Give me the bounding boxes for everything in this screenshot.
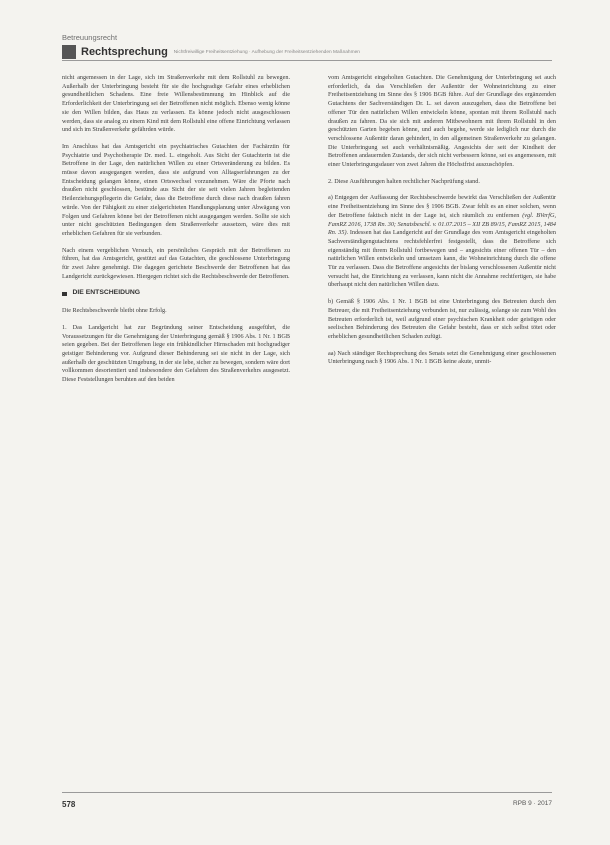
section-heading: [62, 289, 290, 298]
footer-divider: [62, 792, 552, 793]
page-header: [62, 44, 552, 61]
journal-reference: RPB 9 · 2017: [512, 800, 552, 807]
header-subtitle: Nichtfreiwillige Freiheitsentziehung · Aufhebung der Freiheitsentziehenden Maßnahmen: [173, 49, 360, 55]
section-marker-square: [62, 45, 76, 59]
section-heading-text: DIE ENTSCHEIDUNG: [72, 289, 141, 297]
paragraph: b) Gemäß § 1906 Abs. 1 Nr. 1 BGB ist eine Unterbringung des Betreuten durch den Betreuer, die mit Freiheitsentziehung verbunden ist, nur zulässig, solange sie zum Wohl des Betreuten erforderlich ist, weil aufgrund einer psychischen Krankheit oder geistigen oder seelischen Behinderung des Betreuten die Gefahr besteht, dass er sich selbst tötet oder erheblichen gesundheitlichen Schaden zufügt.: [328, 298, 556, 340]
paragraph: Nach einem vergeblichen Versuch, ein persönliches Gespräch mit der Betroffenen zu führen, hat das Amtsgericht, gestützt auf das Gutachten, die geschlossene Unterbringung für zwei Jahre genehmigt. Die dagegen gerichtete Beschwerde der Betroffenen hat das Landgericht zurückgewiesen. Hiergegen richtet sich die Rechtsbeschwerde der Betroffenen.: [62, 246, 290, 280]
left-column: [62, 74, 290, 393]
citation: (vgl. BVerfG, FamRZ 2016, 1738 Rn. 30; Senatsbeschl. v. 01.07.2015 – XII ZB 89/15, FamRZ 2015, 1484 Rn. 35): [328, 211, 556, 237]
page-number: 578: [62, 800, 76, 809]
paragraph-text: a) Entgegen der Auffassung der Rechtsbeschwerde bewirkt das Verschließen der Außentür eine Freiheitsentziehung im Sinne des § 1906 BGB. Zwar fehlt es an einer solchen, wenn der Betroffene faktisch nicht in der Lage ist, sich räumlich zu entfernen: [328, 194, 556, 219]
paragraph: Im Anschluss hat das Amtsgericht ein psychiatrisches Gutachten der Fachärztin für Psychiatrie und Psychotherapie Dr. med. L. eingeholt. Aus Sicht der Gutachterin ist die Betroffene in der Lage, den natürlichen Willen zu einer Ortsveränderung zu bilden. Es müsse davon ausgegangen werden, dass sie aufgrund von Alltagserfahrungen zu der Entscheidung gelangen könne, einen Ortswechsel vorzunehmen. Wäre die Pforte nach draußen nicht geschlossen, bestünde aus Sicht der sie seit vielen Jahren begleitenden Heilerziehungspflegerin die Gefahr, dass die Betroffene durch diese nach draußen fahren würde. Von der Fähigkeit zu einer zielgerichteten Handlungsplanung unter Abwägung von Folgen und Gefahren könne bei der Betroffenen nicht ausgegangen werden. Sollte sie sich unter nicht geschützten Bedingungen dem Straßenverkehr aussetzen, wäre dies mit erheblichen Gefahren für sie verbunden.: [62, 142, 290, 237]
paragraph: vom Amtsgericht eingeholten Gutachten. Die Genehmigung der Unterbringung sei auch erforderlich, da das Verschließen der Außentür der Wohneinrichtung zu einer Freiheitsentziehung im Sinne des § 1906 BGB führe. Auf der Grundlage des ergänzenden Gutachtens der Sachverständigen Dr. L. sei davon auszugehen, dass die Betroffene bei offener Tür den natürlichen Willen entwickeln könne, spontan mit ihrem Rollstuhl nach draußen zu fahren. Da sie sich mit anderen Mitbewohnern mit ihrem Rollstuhl in den geschützten Garten begeben könne, und auch begehe, werde sie lediglich nur durch die verschlossene Außentür daran gehindert, in den allgemeinen Straßenverkehr zu gelangen. Die Unterbringung sei auch verhältnismäßig. Angesichts der seit der Kindheit der Betroffenen andauernden Zustands, der sich nicht verbessern könne, sei es angemessen, mit einer Unterbringungsdauer von zwei Jahren die Höchstfrist auszuschöpfen.: [328, 74, 556, 169]
paragraph: [328, 194, 556, 290]
category-label: Betreuungsrecht: [62, 33, 118, 42]
paragraph: 1. Das Landgericht hat zur Begründung seiner Entscheidung ausgeführt, die Voraussetzungen für die Genehmigung der Unterbringung gemäß § 1906 Abs. 1 Nr. 1 BGB seien gegeben. Bei der Betroffenen liege ein frühkindlicher Hirnschaden mit hochgradiger geistiger Behinderung vor. Aufgrund dieser Behinderung sei sie nicht in der Lage, sich außerhalb der geschützten Umgebung, in der sie lebe, sicher zu bewegen, sondern wäre dort vollkommen desorientiert und insbesondere den Gefahren des Straßenverkehrs ausgesetzt. Diese Feststellungen beruhten auf den beiden: [62, 323, 290, 384]
paragraph-text: . Indessen hat das Landgericht auf der Grundlage des vom Amtsgericht eingeholten Sachverständigengutachtens rechtsfehlerfrei festgestellt, dass die Betroffene sich eigenständig mit ihrem Rollstuhl fortbewegen und – angesichts einer offenen Tür – den natürlichen Willen entwickeln und umsetzen kann, die Wohneinrichtung durch die offene Tür zu verlassen. Dass die Betroffene angesichts der bislang verschlossenen Außentür nicht versucht hat, die Einrichtung zu verlassen, kann nicht die Annahme rechtfertigen, sie habe überhaupt nicht den natürlichen Willen dazu.: [328, 229, 556, 289]
paragraph: 2. Diese Ausführungen halten rechtlicher Nachprüfung stand.: [328, 177, 480, 185]
heading-bullet: [62, 292, 67, 297]
right-column: [328, 74, 556, 375]
section-title: Rechtsprechung: [81, 46, 168, 58]
paragraph: aa) Nach ständiger Rechtsprechung des Senats setzt die Genehmigung einer geschlossenen Unterbringung nach § 1906 Abs. 1 Nr. 1 BGB keine akute, unmit-: [328, 349, 556, 366]
paragraph: nicht angemessen in der Lage, sich im Straßenverkehr mit dem Rollstuhl zu bewegen. Außerhalb der Unterbringung besteht für sie die hochgradige Gefahr eines erheblichen gesundheitlichen Schadens. Eine freie Willensbestimmung im Hinblick auf die Erforderlichkeit der Unterbringung sei der Betroffenen nicht möglich. Ebenso wenig könne sie den Willen bilden, das Haus zu verlassen. Es könne jedoch nicht ausgeschlossen werden, dass sie analog zu einem Kind mit dem Rollstuhl eine offene Einrichtung verlassen und sich im Straßenverkehr gefährden würde.: [62, 74, 290, 134]
paragraph: Die Rechtsbeschwerde bleibt ohne Erfolg.: [62, 307, 167, 315]
